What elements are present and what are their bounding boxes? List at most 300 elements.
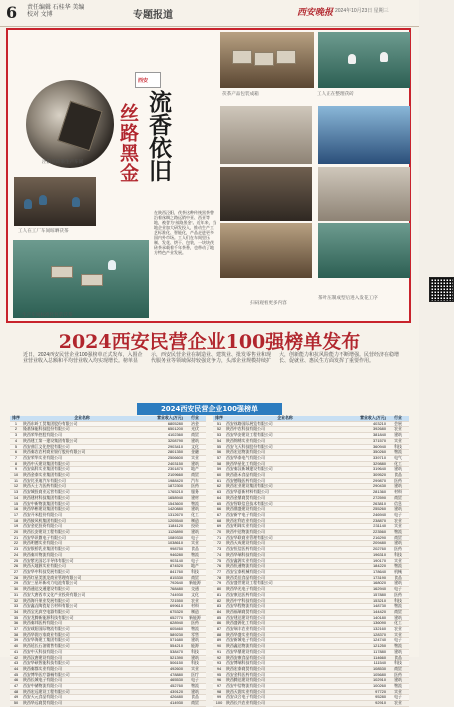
revenue-cell: 97720 — [345, 689, 387, 695]
rank-cell: 11 — [10, 478, 22, 484]
company-cell: 陕西荣华控股有限公司 — [22, 433, 142, 439]
revenue-cell: 2903410 — [142, 444, 184, 450]
industry-cell: 医药 — [387, 672, 409, 678]
ranking-title: 2024西安民营企业100强榜单发布 — [58, 331, 361, 353]
company-cell: 西安荣华实业有限公司 — [22, 455, 142, 461]
revenue-cell: 196310 — [345, 552, 387, 558]
revenue-cell: 319640 — [345, 467, 387, 473]
industry-cell: 实业 — [184, 541, 206, 547]
industry-cell: 电子 — [387, 587, 409, 593]
storage-photo — [220, 167, 312, 221]
industry-cell: 投资 — [184, 524, 206, 530]
industry-cell: 文化 — [184, 592, 206, 598]
photo-caption: 茶叶压制成型后进入发花工序 — [318, 295, 378, 300]
rank-cell: 86 — [213, 621, 225, 627]
industry-cell: 建筑 — [184, 438, 206, 444]
rank-cell: 10 — [10, 473, 22, 479]
rank-cell: 64 — [213, 495, 225, 501]
company-cell: 陕西天地源实业有限公司 — [22, 564, 142, 570]
revenue-cell: 140180 — [345, 615, 387, 621]
company-cell: 西安德隆医药有限公司 — [225, 478, 345, 484]
industry-cell: 文化 — [184, 444, 206, 450]
company-cell: 陕西宏达物流有限公司 — [225, 450, 345, 456]
industry-cell: 食品 — [387, 655, 409, 661]
company-cell: 西安中新物流集团有限公司 — [22, 501, 142, 507]
revenue-cell: 124740 — [345, 638, 387, 644]
revenue-cell: 1312670 — [142, 512, 184, 518]
company-cell: 西安盛世建设工程有限公司 — [225, 581, 345, 587]
company-cell: 西安华泰电气有限公司 — [225, 455, 345, 461]
revenue-cell: 426480 — [142, 695, 184, 701]
industry-cell: 物流 — [184, 684, 206, 690]
revenue-cell: 350260 — [345, 450, 387, 456]
column-header-revenue: 营业收入(万元) — [345, 416, 387, 421]
rank-cell: 15 — [10, 501, 22, 507]
tea-brick — [232, 50, 252, 64]
revenue-cell: 675320 — [142, 609, 184, 615]
company-cell: 西安华硕智能科技有限公司 — [22, 661, 142, 667]
rank-cell: 43 — [10, 661, 22, 667]
rank-cell: 47 — [10, 684, 22, 690]
revenue-cell: 4102360 — [142, 433, 184, 439]
company-cell: 陕西秦川物流有限公司 — [22, 552, 142, 558]
ranking-table-area — [10, 415, 409, 706]
revenue-cell: 721550 — [142, 598, 184, 604]
company-cell: 陕西宏泰商贸有限公司 — [225, 666, 345, 672]
industry-cell: 地产 — [184, 467, 206, 473]
company-cell: 陕西长兴农业有限公司 — [225, 701, 345, 707]
column-header-rank: 排序 — [10, 416, 22, 421]
industry-cell: 食品 — [387, 575, 409, 581]
revenue-cell: 2403150 — [142, 461, 184, 467]
industry-cell: 实业 — [387, 558, 409, 564]
revenue-cell: 281360 — [345, 490, 387, 496]
company-cell: 陕西海升果业发展有限公司 — [22, 598, 142, 604]
revenue-cell: 128370 — [345, 632, 387, 638]
revenue-cell: 263810 — [345, 501, 387, 507]
company-cell: 西安龙腾新能源科技有限公司 — [22, 615, 142, 621]
rank-cell: 65 — [213, 501, 225, 507]
rank-cell: 56 — [213, 450, 225, 456]
company-cell: 陕西华远商贸有限公司 — [22, 701, 142, 707]
industry-cell: 建筑 — [387, 484, 409, 490]
company-cell: 陕西鼎盛建设有限公司 — [225, 507, 345, 513]
industry-cell: 食品 — [184, 695, 206, 701]
boxes-photo — [318, 167, 410, 221]
company-cell: 陕西红星美凯龙商业管理有限公司 — [22, 575, 142, 581]
revenue-cell: 157880 — [345, 592, 387, 598]
revenue-cell: 290430 — [345, 484, 387, 490]
rank-cell: 51 — [213, 421, 225, 427]
industry-cell: 电子 — [387, 512, 409, 518]
company-cell: 陕西通达交通建设有限公司 — [22, 587, 142, 593]
photo-caption: 茯茶产品包装成箱 — [222, 91, 259, 96]
revenue-cell: 6501200 — [142, 427, 184, 433]
worker-figure — [39, 195, 47, 205]
ranking-intro: 近日，2024西安民营企业100强榜单正式发布，入围企业营业收入总额和平均营业收入均实现增长。榜单显示，西安民营企业在制造业、建筑业、批发零售业和现代服务业等领域保持较强竞争力，头部企业规模持续扩大，创新能力和抗风险能力不断增强。民营经济在稳增长、促就业、惠民生方面发挥了重要作用。 — [23, 352, 400, 364]
rank-cell: 48 — [10, 689, 22, 695]
rank-cell: 50 — [10, 701, 22, 707]
rank-cell: 49 — [10, 695, 22, 701]
company-cell: 陕西秦邦医药有限公司 — [22, 621, 142, 627]
industry-cell: 农业 — [387, 427, 409, 433]
industry-cell: 科技 — [184, 661, 206, 667]
industry-cell: 建筑 — [184, 689, 206, 695]
revenue-cell: 117880 — [345, 649, 387, 655]
rank-cell: 90 — [213, 644, 225, 650]
workers-photo — [318, 223, 410, 278]
revenue-cell: 946280 — [142, 552, 184, 558]
rank-cell: 14 — [10, 495, 22, 501]
company-cell: 西安丝路国际展览有限公司 — [225, 421, 345, 427]
industry-cell: 食品 — [184, 547, 206, 553]
company-cell: 陕西延长石油销售有限公司 — [22, 644, 142, 650]
industry-cell: 物流 — [184, 501, 206, 507]
revenue-cell: 92910 — [345, 701, 387, 707]
revenue-cell: 329880 — [345, 461, 387, 467]
industry-cell: 实业 — [184, 666, 206, 672]
industry-cell: 物流 — [184, 552, 206, 558]
rank-cell: 22 — [10, 541, 22, 547]
revenue-cell: 1543600 — [142, 501, 184, 507]
revenue-cell: 1765210 — [142, 490, 184, 496]
industry-cell: 科技 — [387, 598, 409, 604]
revenue-cell: 439120 — [142, 689, 184, 695]
company-cell: 陕西天成建设有限公司 — [225, 541, 345, 547]
rank-cell: 26 — [10, 564, 22, 570]
rank-cell: 2 — [10, 427, 22, 433]
rank-cell: 62 — [213, 484, 225, 490]
industry-cell: 医药 — [184, 621, 206, 627]
rank-cell: 89 — [213, 638, 225, 644]
industry-cell: 能源 — [184, 644, 206, 650]
company-cell: 西安瑞丰农业有限公司 — [225, 627, 345, 633]
company-cell: 西安众合电子有限公司 — [225, 695, 345, 701]
revenue-cell: 246940 — [345, 512, 387, 518]
industry-cell: 光伏 — [184, 427, 206, 433]
rank-cell: 16 — [10, 507, 22, 513]
rank-cell: 75 — [213, 558, 225, 564]
company-cell: 西安三星环新动力电池有限公司 — [22, 581, 142, 587]
rank-cell: 68 — [213, 518, 225, 524]
company-cell: 西安紫光国芯半导体有限公司 — [22, 558, 142, 564]
industry-cell: 零售 — [184, 632, 206, 638]
industry-cell: 医药 — [184, 484, 206, 490]
rank-cell: 1 — [10, 421, 22, 427]
industry-cell: 实业 — [387, 632, 409, 638]
feature-title-black: 流香依旧 — [145, 90, 172, 182]
revenue-cell: 202760 — [345, 547, 387, 553]
company-cell: 陕西锦绣实业有限公司 — [225, 438, 345, 444]
industry-cell: 建筑 — [387, 581, 409, 587]
newspaper-brand: 西安晚报 — [297, 8, 334, 18]
issue-date: 2024年10月23日 星期三 — [335, 8, 389, 14]
industry-cell: 科技 — [387, 661, 409, 667]
feature-left-column — [8, 30, 220, 321]
company-cell: 西安宝泰机械有限公司 — [225, 569, 345, 575]
industry-cell: 汽车 — [184, 478, 206, 484]
industry-cell: 实业 — [387, 438, 409, 444]
column-header-company: 企业名称 — [22, 416, 142, 421]
industry-cell: 建筑 — [387, 433, 409, 439]
table-row — [213, 701, 409, 707]
industry-cell: 地产 — [184, 564, 206, 570]
industry-cell: 医药 — [387, 592, 409, 598]
industry-cell: 科技 — [387, 552, 409, 558]
rank-cell: 95 — [213, 672, 225, 678]
rank-cell: 6 — [10, 450, 22, 456]
industry-cell: 医药 — [387, 478, 409, 484]
rank-cell: 92 — [213, 655, 225, 661]
industry-cell: 农业 — [387, 701, 409, 707]
company-cell: 陕西恒通物流有限公司 — [225, 564, 345, 570]
industry-cell: 物流 — [387, 530, 409, 536]
revenue-cell: 998750 — [142, 547, 184, 553]
revenue-cell: 102910 — [345, 678, 387, 684]
company-cell: 陕西中达物流有限公司 — [225, 530, 345, 536]
industry-cell: 物流 — [387, 644, 409, 650]
rank-cell: 82 — [213, 598, 225, 604]
revenue-cell: 744930 — [142, 592, 184, 598]
revenue-cell: 392680 — [345, 427, 387, 433]
rank-cell: 12 — [10, 484, 22, 490]
industry-cell: 医药 — [387, 547, 409, 553]
rank-cell: 100 — [213, 701, 225, 707]
revenue-cell: 2506600 — [142, 455, 184, 461]
feature-photo-column — [220, 30, 411, 321]
rank-cell: 4 — [10, 438, 22, 444]
revenue-cell: 114660 — [345, 655, 387, 661]
company-cell: 西安曲江文化控股有限公司 — [22, 444, 142, 450]
rank-cell: 99 — [213, 695, 225, 701]
machine-box — [81, 274, 103, 286]
industry-cell: 物流 — [184, 627, 206, 633]
revenue-cell: 339710 — [345, 455, 387, 461]
company-cell: 陕西鼓风机集团有限公司 — [22, 518, 142, 524]
ranking-table-left — [10, 416, 206, 707]
column-header-industry: 行业 — [184, 416, 206, 421]
rank-cell: 91 — [213, 649, 225, 655]
industry-cell: 化工 — [387, 621, 409, 627]
rank-cell: 78 — [213, 575, 225, 581]
revenue-cell: 173190 — [345, 575, 387, 581]
company-cell: 西安鑫源实业有限公司 — [225, 558, 345, 564]
company-cell: 陕西天润实业有限公司 — [225, 689, 345, 695]
industry-cell: 医疗 — [184, 672, 206, 678]
company-cell: 西安高科实业集团有限公司 — [22, 467, 142, 473]
rank-cell: 35 — [10, 615, 22, 621]
company-cell: 陕西汉唐建设有限公司 — [22, 655, 142, 661]
company-cell: 西安金科医药有限公司 — [225, 672, 345, 678]
revenue-cell: 521390 — [142, 655, 184, 661]
company-cell: 隆基绿能科技股份有限公司 — [22, 427, 142, 433]
industry-cell: 商贸 — [184, 433, 206, 439]
industry-cell: 电子 — [387, 695, 409, 701]
industry-cell: 建筑 — [184, 507, 206, 513]
revenue-cell: 168020 — [345, 581, 387, 587]
revenue-cell: 136090 — [345, 621, 387, 627]
company-cell: 西安华联商业管理有限公司 — [225, 535, 345, 541]
rank-cell: 44 — [10, 666, 22, 672]
company-cell: 西安咸阳国际物流有限公司 — [22, 627, 142, 633]
rank-cell: 81 — [213, 592, 225, 598]
photo-caption: 泾阳茯砖茶生产车间 — [42, 159, 84, 164]
company-cell: 西安城投商业运营有限公司 — [22, 490, 142, 496]
company-cell: 陕西美佳食品有限公司 — [225, 575, 345, 581]
revenue-cell: 506150 — [142, 661, 184, 667]
rank-cell: 39 — [10, 638, 22, 644]
revenue-cell: 100260 — [345, 684, 387, 690]
company-cell: 陕西秦都实业有限公司 — [22, 666, 142, 672]
company-cell: 陕西宝光真空电器有限公司 — [22, 609, 142, 615]
revenue-cell: 121250 — [345, 644, 387, 650]
industry-cell: 新能源 — [184, 615, 206, 621]
industry-cell: 材料 — [387, 490, 409, 496]
industry-cell: 金融 — [184, 450, 206, 456]
company-cell: 西安新城电子有限公司 — [225, 638, 345, 644]
revenue-cell: 1205540 — [142, 518, 184, 524]
company-cell: 西安飞天科技股份有限公司 — [225, 444, 345, 450]
rank-cell: 66 — [213, 507, 225, 513]
rank-cell: 98 — [213, 689, 225, 695]
rank-cell: 36 — [10, 621, 22, 627]
company-cell: 陕西建材科技集团有限公司 — [22, 495, 142, 501]
industry-cell: 实业 — [184, 455, 206, 461]
industry-cell: 食品 — [387, 473, 409, 479]
ranking-table-title: 2024西安民营企业100强榜单 — [137, 403, 282, 415]
company-cell: 西安华海建工集团有限公司 — [22, 638, 142, 644]
rank-cell: 54 — [213, 438, 225, 444]
industry-cell: 商贸 — [387, 535, 409, 541]
rank-cell: 85 — [213, 615, 225, 621]
tea-brick — [276, 50, 296, 64]
company-cell: 西安中天科技有限公司 — [22, 649, 142, 655]
table-row — [10, 701, 206, 707]
revenue-cell: 184220 — [345, 564, 387, 570]
industry-cell: 农业 — [387, 627, 409, 633]
warehouse-photo — [318, 32, 410, 88]
revenue-cell: 105680 — [345, 672, 387, 678]
industry-cell: 商贸 — [387, 666, 409, 672]
revenue-cell: 554210 — [142, 644, 184, 650]
feature-title-red: 丝路黑金 — [117, 103, 139, 183]
industry-cell: 科技 — [184, 569, 206, 575]
company-cell: 陕西宏利农业有限公司 — [225, 518, 345, 524]
revenue-cell: 1872300 — [142, 484, 184, 490]
rank-cell: 71 — [213, 535, 225, 541]
industry-cell: 科技 — [184, 649, 206, 655]
industry-cell: 会展 — [387, 421, 409, 427]
revenue-cell: 381840 — [345, 433, 387, 439]
rank-cell: 38 — [10, 632, 22, 638]
company-cell: 陕西金鼎商贸有限公司 — [225, 495, 345, 501]
industry-cell: 化工 — [387, 461, 409, 467]
rank-cell: 83 — [213, 604, 225, 610]
industry-cell: 建筑 — [184, 655, 206, 661]
industry-cell: 材料 — [184, 604, 206, 610]
company-cell: 陕西宏业建设集团有限公司 — [225, 484, 345, 490]
rank-cell: 40 — [10, 644, 22, 650]
rank-cell: 57 — [213, 455, 225, 461]
revenue-cell: 95280 — [345, 695, 387, 701]
revenue-cell: 1658940 — [142, 495, 184, 501]
rank-cell: 77 — [213, 569, 225, 575]
rank-cell: 45 — [10, 672, 22, 678]
revenue-cell: 628940 — [142, 621, 184, 627]
rank-cell: 30 — [10, 587, 22, 593]
company-cell: 西安华鼎建设有限公司 — [225, 649, 345, 655]
revenue-cell: 153210 — [345, 598, 387, 604]
rank-cell: 93 — [213, 661, 225, 667]
company-cell: 陕西华润万家商业有限公司 — [22, 632, 142, 638]
rank-cell: 41 — [10, 649, 22, 655]
revenue-cell: 699610 — [142, 604, 184, 610]
company-cell: 西安华夏新材料有限公司 — [225, 490, 345, 496]
revenue-cell: 231140 — [345, 524, 387, 530]
industry-cell: 服务 — [184, 490, 206, 496]
column-header-rank: 排序 — [213, 416, 225, 421]
revenue-cell: 571680 — [142, 638, 184, 644]
rank-cell: 7 — [10, 455, 22, 461]
column-header-revenue: 营业收入(万元) — [142, 416, 184, 421]
revenue-cell: 108530 — [345, 666, 387, 672]
rank-cell: 74 — [213, 552, 225, 558]
rank-cell: 60 — [213, 473, 225, 479]
industry-cell: 物流 — [387, 604, 409, 610]
company-cell: 陕西长安建设工程有限公司 — [22, 530, 142, 536]
industry-cell: 交通 — [184, 587, 206, 593]
company-cell: 陕西建工第一建设集团有限公司 — [22, 438, 142, 444]
rank-cell: 88 — [213, 632, 225, 638]
company-cell: 陕西腾达建设有限公司 — [225, 678, 345, 684]
rank-cell: 9 — [10, 467, 22, 473]
company-cell: 陕西华彬建设集团有限公司 — [22, 507, 142, 513]
ranking-table-right — [213, 416, 409, 707]
rank-cell: 37 — [10, 627, 22, 633]
revenue-cell: 903140 — [142, 558, 184, 564]
revenue-cell: 272590 — [345, 495, 387, 501]
revenue-cell: 223560 — [345, 530, 387, 536]
page-number: 6 — [6, 3, 18, 22]
industry-cell: 信息 — [387, 501, 409, 507]
industry-cell: 电气 — [387, 455, 409, 461]
column-header-company: 企业名称 — [225, 416, 345, 421]
worker-figure — [72, 197, 80, 207]
industry-cell: 建筑 — [387, 541, 409, 547]
revenue-cell: 371570 — [345, 438, 387, 444]
industry-cell: 实业 — [387, 524, 409, 530]
revenue-cell: 792640 — [142, 581, 184, 587]
rank-cell: 94 — [213, 666, 225, 672]
rank-cell: 73 — [213, 547, 225, 553]
rank-cell: 80 — [213, 587, 225, 593]
revenue-cell: 403210 — [345, 421, 387, 427]
industry-cell: 商贸 — [184, 701, 206, 707]
rank-cell: 17 — [10, 512, 22, 518]
company-cell: 西安金花投资有限公司 — [22, 524, 142, 530]
rank-cell: 23 — [10, 547, 22, 553]
company-cell: 西安华讯微电子有限公司 — [22, 535, 142, 541]
rank-cell: 18 — [10, 518, 22, 524]
revenue-cell: 492600 — [142, 666, 184, 672]
company-cell: 西安华中科技发展有限公司 — [22, 569, 142, 575]
page-header — [0, 0, 419, 27]
industry-cell: 建筑 — [184, 461, 206, 467]
qr-code[interactable] — [429, 277, 454, 302]
rank-cell: 79 — [213, 581, 225, 587]
photo-caption: 工人正在整理茯砖 — [317, 91, 354, 96]
worker-figure — [24, 199, 32, 209]
